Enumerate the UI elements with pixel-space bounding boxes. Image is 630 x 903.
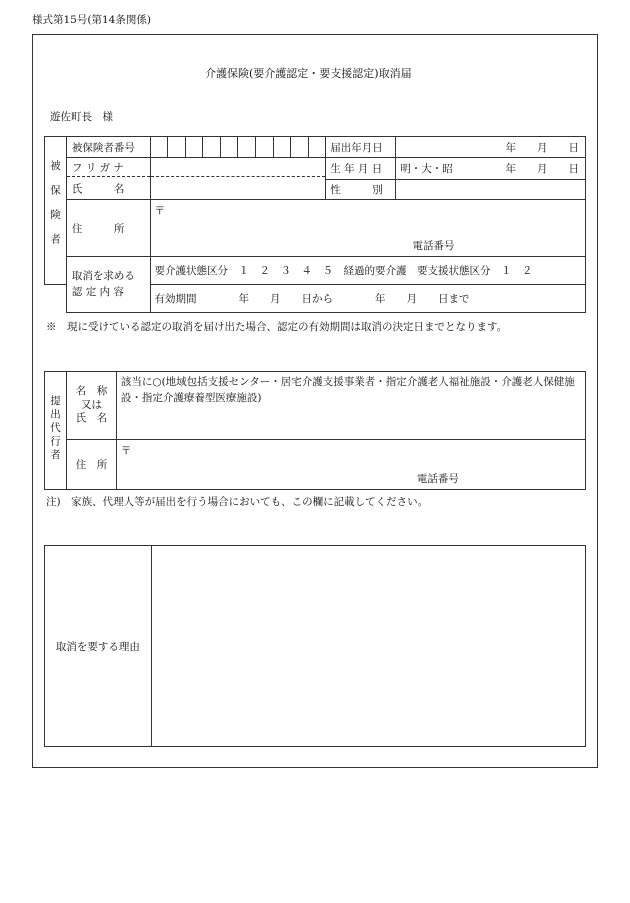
- insurance-number-boxes[interactable]: [150, 137, 326, 158]
- agent-table: [44, 371, 586, 490]
- insurance-number-label: 被保険者番号: [66, 137, 150, 158]
- validity-period-field[interactable]: 有効期間 年 月 日から 年 月 日まで: [150, 285, 585, 313]
- sex-field[interactable]: [396, 180, 586, 200]
- furigana-label: フ リ ガ ナ: [66, 158, 150, 177]
- reason-table: [44, 545, 586, 747]
- birth-date-field[interactable]: [396, 158, 586, 180]
- reason-field[interactable]: [151, 546, 585, 747]
- phone-label: 電話番号: [412, 240, 455, 252]
- birth-era-options[interactable]: 明・大・昭: [400, 163, 453, 175]
- address-field[interactable]: [150, 200, 585, 257]
- name-field[interactable]: [150, 177, 326, 200]
- form-title: 介護保険(要介護認定・要支援認定)取消届: [205, 67, 412, 80]
- agent-name-field[interactable]: 該当に○(地域包括支援センター・居宅介護支援事業者・指定介護老人福祉施設・介護老人保健施設・指定介護療養型医療施設): [116, 372, 585, 440]
- birth-date-label: 生 年 月 日: [326, 158, 396, 180]
- note-cancellation: ※ 現に受けている認定の取消を届け出た場合、認定の有効期間は取消の決定日までとなります。: [46, 321, 508, 333]
- agent-section-label: 提出代行者: [45, 372, 67, 490]
- form-number: 様式第15号(第14条関係): [32, 14, 151, 26]
- reason-label: 取消を要する理由: [45, 546, 152, 747]
- sex-label: 性 別: [326, 180, 396, 200]
- agent-address-label: 住 所: [66, 440, 116, 490]
- note-family: 注) 家族、代理人等が届出を行う場合においても、この欄に記載してください。: [46, 496, 429, 508]
- agent-address-field[interactable]: [116, 440, 585, 490]
- postal-mark: 〒: [154, 205, 166, 217]
- request-content-label: 取消を求める 認 定 内 容: [66, 257, 150, 313]
- insured-table: [44, 136, 586, 313]
- addressee: 遊佐町長 様: [50, 111, 113, 123]
- agent-name-label: 名 称 又は 氏 名: [66, 372, 116, 440]
- insured-section-label: 被保険者: [45, 137, 67, 285]
- care-level-options[interactable]: 要介護状態区分 １ ２ ３ ４ ５ 経過的要介護 要支援状態区分 １ ２: [150, 257, 585, 285]
- agent-postal-mark: 〒: [120, 445, 132, 457]
- birth-date-value: 年 月 日: [505, 163, 579, 175]
- name-label: 氏 名: [66, 177, 150, 200]
- address-label: 住 所: [66, 200, 150, 257]
- agent-phone-label: 電話番号: [416, 473, 459, 485]
- submit-date-label: 届出年月日: [326, 137, 396, 158]
- submit-date-field[interactable]: 年 月 日: [396, 137, 586, 158]
- furigana-field[interactable]: [150, 158, 326, 177]
